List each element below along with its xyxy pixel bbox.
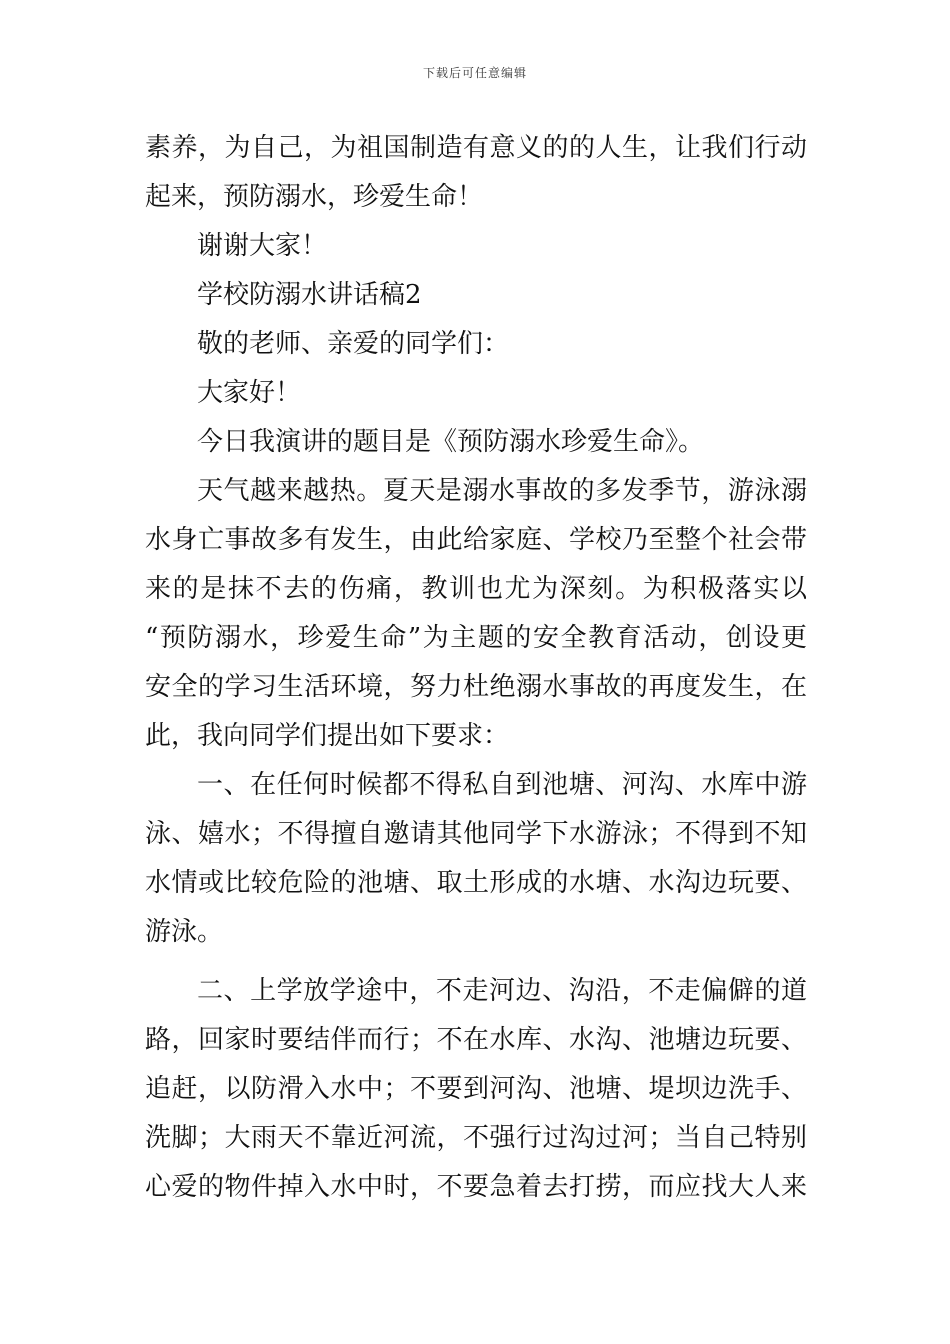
text-line: 学校防溺水讲话稿2 (197, 280, 422, 310)
text-line: 谢谢大家！ (197, 231, 328, 261)
text-line: 洗脚；大雨天不靠近河流，不强行过沟过河；当自己特别 (145, 1123, 807, 1153)
text-line: 心爱的物件掉入水中时，不要急着去打捞，而应找大人来 (145, 1172, 807, 1202)
text-line: 路，回家时要结伴而行；不在水库、水沟、池塘边玩要、 (145, 1025, 807, 1055)
text-line: 追赶，以防滑入水中；不要到河沟、池塘、堤坝边洗手、 (145, 1074, 807, 1104)
text-line: 游泳。 (145, 917, 224, 947)
text-line: 今日我演讲的题目是《预防溺水珍爱生命》。 (197, 427, 705, 457)
text-line: 水情或比较危险的池塘、取土形成的水塘、水沟边玩要、 (145, 868, 807, 898)
text-line: 敬的老师、亲爱的同学们： (197, 329, 510, 359)
text-line: 水身亡事故多有发生，由此给家庭、学校乃至整个社会带 (145, 525, 807, 555)
text-line: 素养，为自己，为祖国制造有意义的的人生，让我们行动 (145, 133, 807, 163)
body-text (145, 124, 807, 1212)
text-line: 一、在任何时候都不得私自到池塘、河沟、水库中游 (197, 770, 807, 800)
text-line: 安全的学习生活环境，努力杜绝溺水事故的再度发生，在 (145, 672, 807, 702)
text-line: “预防溺水，珍爱生命”为主题的安全教育活动，创设更 (145, 623, 807, 653)
text-line: 来的是抹不去的伤痛，教训也尤为深刻。为积极落实以 (145, 574, 807, 604)
text-line: 此，我向同学们提出如下要求： (145, 721, 510, 751)
text-line: 二、上学放学途中，不走河边、沟沿，不走偏僻的道 (197, 976, 807, 1006)
text-line: 天气越来越热。夏天是溺水事故的多发季节，游泳溺 (197, 476, 807, 506)
text-line: 大家好！ (197, 378, 302, 408)
page-header: 下载后可任意编辑 (422, 66, 527, 80)
text-line: 泳、嬉水；不得擅自邀请其他同学下水游泳；不得到不知 (145, 819, 807, 849)
text-line: 起来，预防溺水，珍爱生命！ (145, 182, 484, 212)
